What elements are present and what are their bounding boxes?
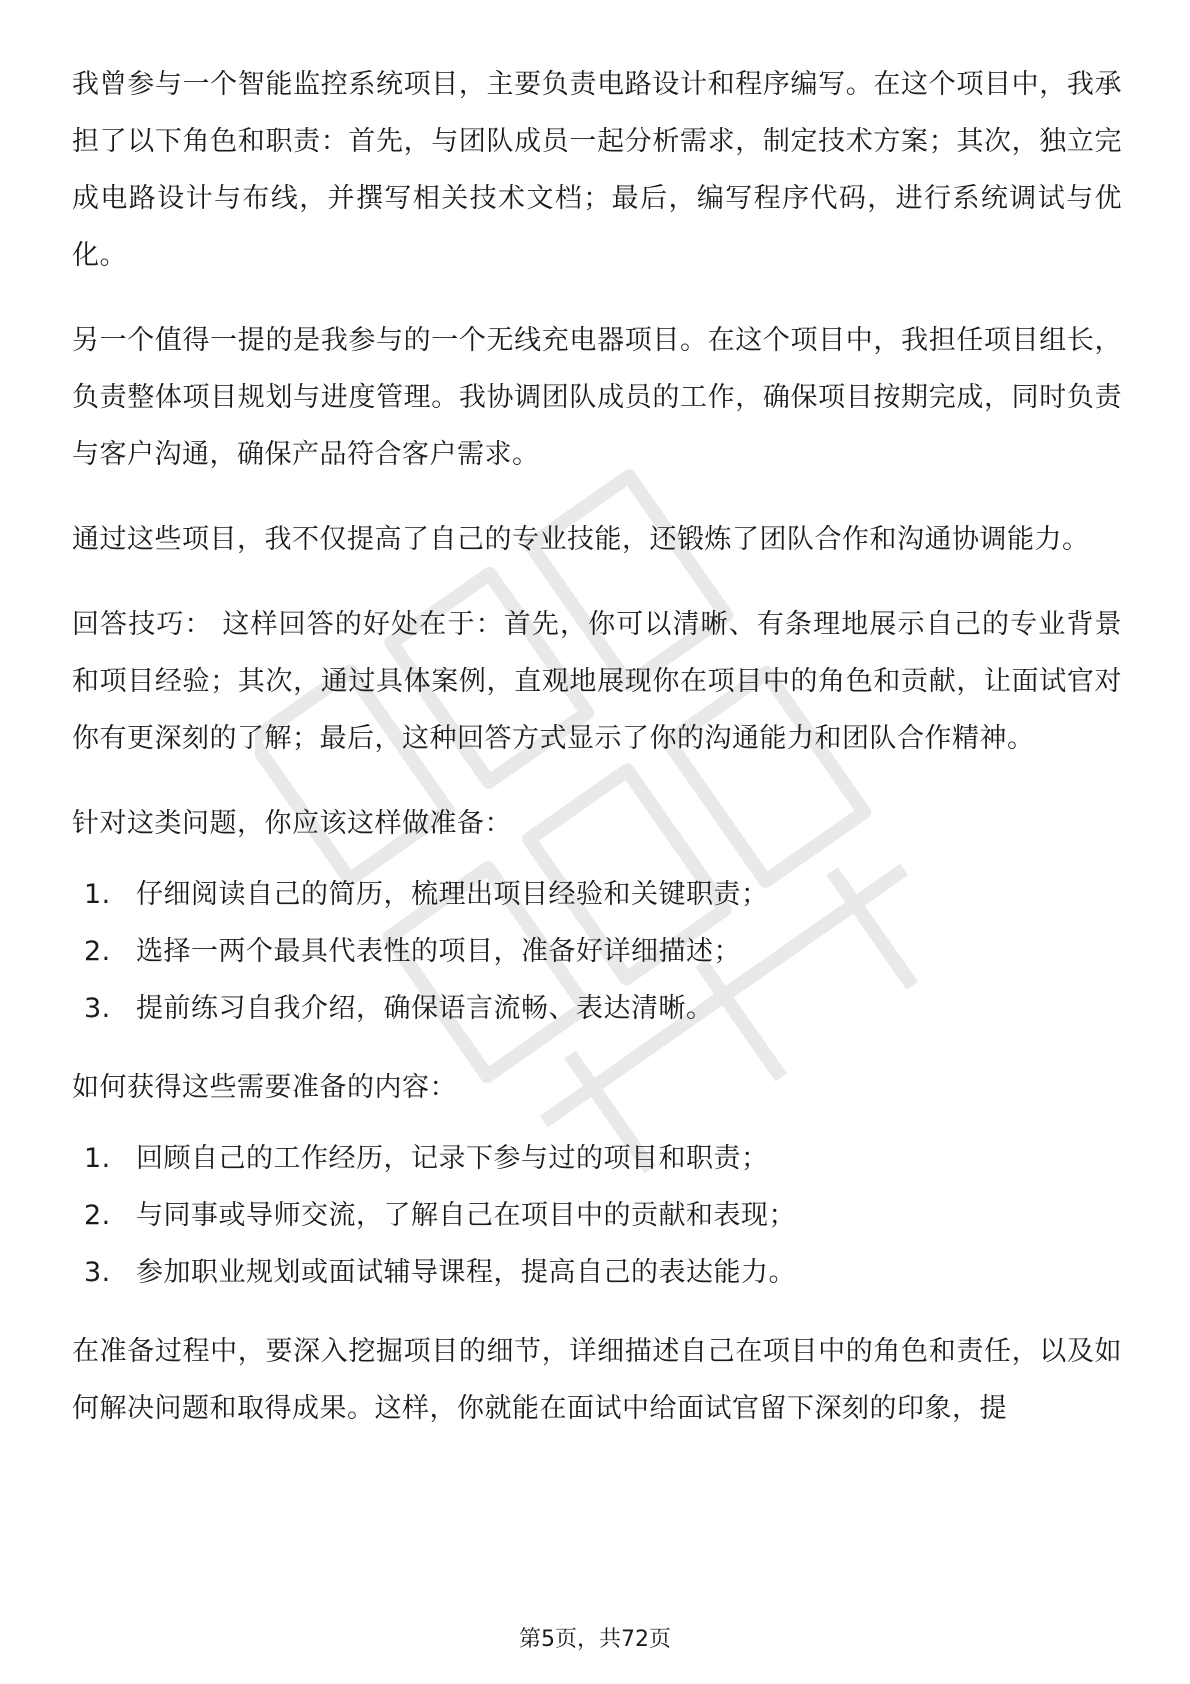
list-number: 3. (84, 993, 111, 1024)
list-text: 与同事或导师交流，了解自己在项目中的贡献和表现； (136, 1200, 796, 1231)
list-item (72, 1244, 1122, 1301)
paragraph-conclusion: 在准备过程中，要深入挖掘项目的细节，详细描述自己在项目中的角色和责任，以及如何解决问题和取得成果。这样，你就能在面试中给面试官留下深刻的印象，提 (72, 1336, 1122, 1424)
list-number: 2. (84, 1200, 111, 1231)
paragraph-project-2: 另一个值得一提的是我参与的一个无线充电器项目。在这个项目中，我担任项目组长，负责整体项目规划与进度管理。我协调团队成员的工作，确保项目按期完成，同时负责与客户沟通，确保产品符合客户需求。 (72, 325, 1122, 470)
list-number: 2. (84, 936, 111, 967)
sources-list (72, 1130, 1122, 1301)
list-text: 选择一两个最具代表性的项目，准备好详细描述； (136, 936, 741, 967)
paragraph-prep-intro: 针对这类问题，你应该这样做准备： (72, 808, 512, 839)
paragraph-project-1: 我曾参与一个智能监控系统项目，主要负责电路设计和程序编写。在这个项目中，我承担了以下角色和职责：首先，与团队成员一起分析需求，制定技术方案；其次，独立完成电路设计与布线，并撰写相关技术文档；最后，编写程序代码，进行系统调试与优化。 (72, 69, 1122, 271)
list-text: 参加职业规划或面试辅导课程，提高自己的表达能力。 (136, 1257, 796, 1288)
prep-list (72, 866, 1122, 1037)
list-item (72, 1187, 1122, 1244)
list-text: 仔细阅读自己的简历，梳理出项目经验和关键职责； (136, 879, 769, 910)
list-item (72, 980, 1122, 1037)
list-text: 提前练习自我介绍，确保语言流畅、表达清晰。 (136, 993, 714, 1024)
list-item (72, 866, 1122, 923)
list-item (72, 1130, 1122, 1187)
list-number: 3. (84, 1257, 111, 1288)
page-number: 第5页，共72页 (519, 1627, 671, 1652)
paragraph-answer-tips: 回答技巧： 这样回答的好处在于：首先，你可以清晰、有条理地展示自己的专业背景和项目经验；其次，通过具体案例，直观地展现你在项目中的角色和贡献，让面试官对你有更深刻的了解；最后，这种回答方式显示了你的沟通能力和团队合作精神。 (72, 609, 1122, 754)
paragraph-summary: 通过这些项目，我不仅提高了自己的专业技能，还锻炼了团队合作和沟通协调能力。 (72, 524, 1090, 555)
list-item (72, 923, 1122, 980)
list-number: 1. (84, 1143, 111, 1174)
document-body (72, 56, 1122, 1465)
list-number: 1. (84, 879, 111, 910)
paragraph-how-to-get: 如何获得这些需要准备的内容： (72, 1072, 457, 1103)
list-text: 回顾自己的工作经历，记录下参与过的项目和职责； (136, 1143, 769, 1174)
